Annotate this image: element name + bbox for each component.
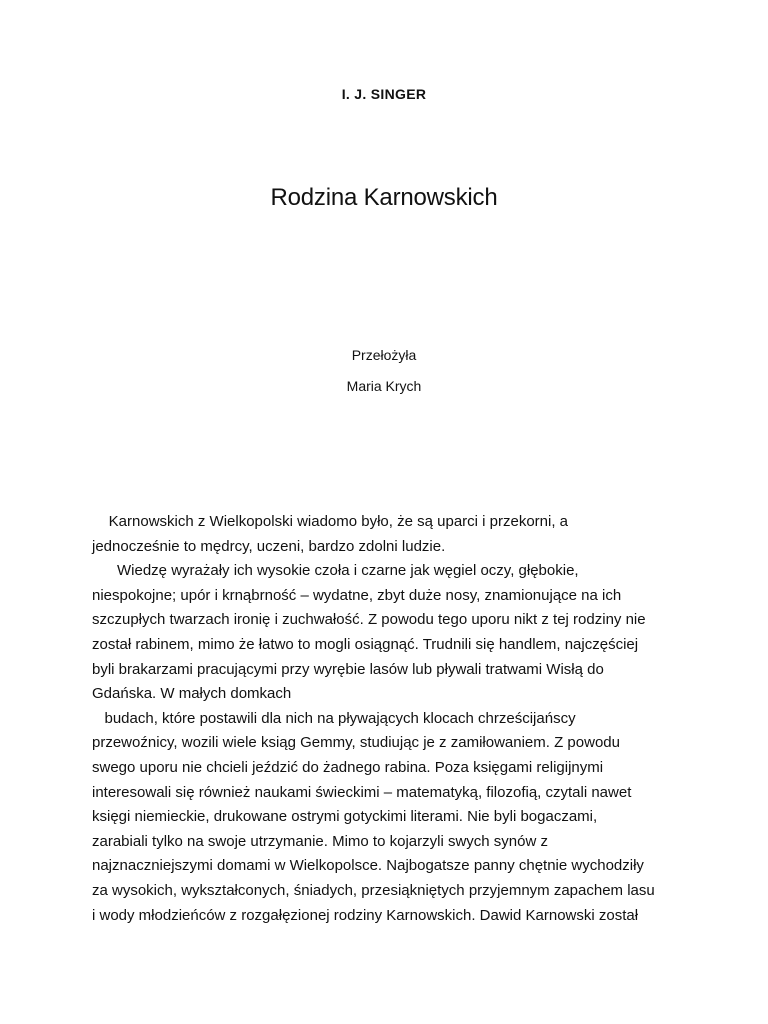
text-line: Gdańska. W małych domkach [92,685,292,703]
translator-label: Przełożyła [351,347,417,363]
text-line: przewoźnicy, wozili wiele ksiąg Gemmy, studiując je z zamiłowaniem. Z powodu [92,734,620,752]
text-line: swego uporu nie chcieli jeździć do żadnego rabina. Poza księgami religijnymi [92,758,604,776]
text-line: interesowali się również naukami świeckimi – matematyką, filozofią, czytali nawet [92,783,632,801]
text-line: budach, które postawili dla nich na pływających klocach chrześcijańscy [92,709,576,727]
text-line: Wiedzę wyrażały ich wysokie czoła i czarne jak węgiel oczy, głębokie, [92,562,579,580]
text-line: zarabiali tylko na swoje utrzymanie. Mimo to kojarzyli swych synów z [92,832,548,850]
translator-name: Maria Krych [346,378,422,394]
text-line: szczupłych twarzach ironię i zuchwałość. Z powodu tego uporu nikt z tej rodziny nie [92,611,646,629]
text-line: jednocześnie to mędrcy, uczeni, bardzo zdolni ludzie. [92,537,446,555]
text-line: Karnowskich z Wielkopolski wiadomo było, że są uparci i przekorni, a [92,513,569,530]
text-line: księgi niemieckie, drukowane ostrymi gotyckimi literami. Nie byli bogaczami, [92,808,598,826]
text-line: za wysokich, wykształconych, śniadych, przesiąkniętych przyjemnym zapachem lasu [92,881,655,899]
book-title: Rodzina Karnowskich [270,184,498,211]
text-line: został rabinem, mimo że łatwo to mogli osiągnąć. Trudnili się handlem, najczęściej [92,635,639,653]
author-name: I. J. SINGER [341,86,427,102]
body-text [92,510,672,928]
text-line: niespokojne; upór i krnąbrność – wydatne, zbyt duże nosy, znamionujące na ich [92,586,622,604]
text-line: najznaczniejszymi domami w Wielkopolsce. Najbogatsze panny chętnie wychodziły [92,857,644,875]
text-line: i wody młodzieńców z rozgałęzionej rodziny Karnowskich. Dawid Karnowski został [92,906,639,924]
text-line: byli brakarzami pracującymi przy wyrębie lasów lub pływali tratwami Wisłą do [92,660,604,678]
